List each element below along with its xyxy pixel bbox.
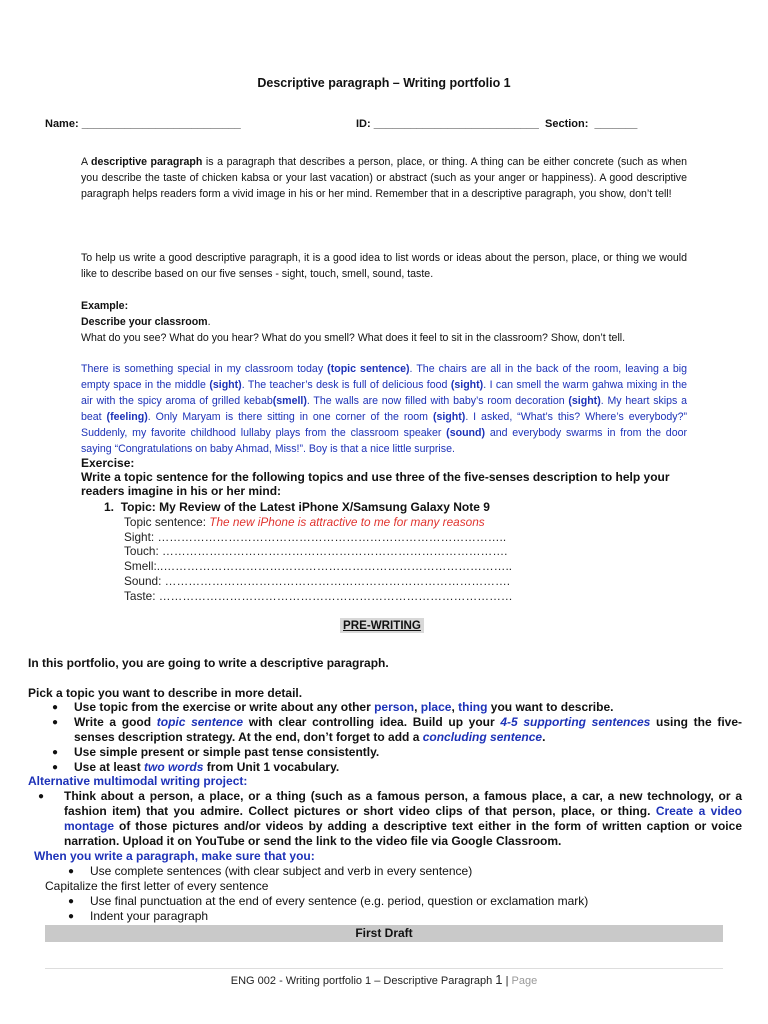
pick-topic: Pick a topic you want to describe in more detail. (28, 686, 303, 700)
sound-line: Sound: ……………………………………………………………………………. (124, 574, 511, 588)
name-field (45, 118, 241, 130)
checklist-heading: When you write a paragraph, make sure that you: (34, 849, 315, 863)
prewriting-heading: PRE-WRITING (340, 618, 424, 633)
exercise-topic: Topic: My Review of the Latest iPhone X/Samsung Galaxy Note 9 (120, 500, 490, 514)
section-label: Section: (545, 118, 589, 130)
portfolio-intro: In this portfolio, you are going to write a descriptive paragraph. (28, 656, 389, 670)
alternative-item: ● Think about a person, a place, or a thing (such as a famous person, a famous place, a car, a new technology, or a fashion item) that you admire. Collect pictures or short video clips of that person, place, or thing. Create a video montage of those pictures and/or videos by adding a descriptive text either in the form of written caption or voice narration. Upload it on YouTube or send the link to the video file via Google Classroom. (38, 789, 742, 848)
id-label: ID: (356, 118, 371, 130)
section-field (545, 118, 637, 130)
checklist-item: ● Use complete sentences (with clear subject and verb in every sentence) (68, 864, 473, 878)
id-field (356, 118, 539, 130)
touch-line: Touch: ……………………………………………………………………………. (124, 544, 508, 558)
checklist-item: Capitalize the first letter of every sentence (45, 879, 269, 893)
bullet-list (52, 700, 742, 775)
smell-line: Smell:..…………………………………………………………………………….. (124, 559, 512, 573)
footer-divider (45, 968, 723, 969)
taste-line: Taste: ……………………………………………………………………………… (124, 589, 513, 603)
document-title: Descriptive paragraph – Writing portfolio 1 (257, 76, 511, 90)
checklist-item: ● Use final punctuation at the end of every sentence (e.g. period, question or exclamation mark) (68, 894, 589, 908)
page-footer: ENG 002 - Writing portfolio 1 – Descriptive Paragraph 1 | Page (230, 972, 538, 987)
list-item: ● Use at least two words from Unit 1 vocabulary. (52, 760, 340, 774)
first-draft-heading: First Draft (45, 925, 723, 942)
example-label: Example: (81, 300, 129, 312)
name-blank: __________________________ (81, 118, 241, 130)
id-blank: ___________________________ (373, 118, 539, 130)
list-item: ● Write a good topic sentence with clear controlling idea. Build up your 4-5 supporting sentences using the five-senses description strategy. At the end, don’t forget to add a concluding sentence. (52, 715, 742, 744)
example-paragraph: There is something special in my classroom today (topic sentence). The chairs are all in the back of the room, leaving a big empty space in the middle (sight). The teacher’s desk is full of delicious food (sight). I can smell the warm gahwa mixing in the air with the spicy aroma of grilled kebab(smell). The walls are now filled with baby’s room decoration (sight). My heart skips a beat (feeling). Only Maryam is there sitting in one corner of the room (sight). I asked, “What’s this? Where’s everybody?” Suddenly, my favorite childhood lullaby plays from the classroom speaker (sound) and everybody swarms in from the door saying “Congratulations on baby Ahmad, Miss!”. Boy is that a nice little surprise. (81, 363, 688, 455)
five-senses-paragraph: To help us write a good descriptive paragraph, it is a good idea to list words or ideas about the person, place, or thing we would like to describe based on our five senses - sight, touch, smell, sound, taste. (81, 252, 687, 280)
topic-sentence-line: Topic sentence: The new iPhone is attractive to me for many reasons (124, 515, 485, 529)
exercise-instruction: Write a topic sentence for the following topics and use three of the five-senses description to help your readers imagine in his or her mind: (81, 470, 670, 498)
list-item: ● Use simple present or simple past tense consistently. (52, 745, 380, 759)
sight-line: Sight: …………………………………………………………………………….. (124, 530, 507, 544)
exercise-item-1: 1. Topic: My Review of the Latest iPhone X/Samsung Galaxy Note 9 (104, 500, 490, 514)
video-montage-link[interactable]: Create a video montage (64, 804, 742, 833)
intro-paragraph: A descriptive paragraph is a paragraph that describes a person, place, or thing. A thing can be either concrete (such as when you describe the taste of chicken kabsa or your last vacation) or abstract (such as your anger or happiness). A good descriptive paragraph helps readers form a vivid image in his or her mind. Remember that in a descriptive paragraph, you show, don’t tell! (81, 156, 687, 200)
page-label: Page (511, 975, 538, 987)
topic-sentence-answer: The new iPhone is attractive to me for many reasons (209, 515, 485, 529)
descriptive-paragraph-term: descriptive paragraph (91, 156, 203, 168)
name-label: Name: (45, 118, 79, 130)
exercise-label: Exercise: (81, 456, 135, 470)
example-prompt: Describe your classroom (81, 316, 208, 328)
alternative-heading: Alternative multimodal writing project: (28, 774, 248, 788)
list-item: ● Use topic from the exercise or write about any other person, place, thing you want to describe. (52, 700, 614, 714)
example-questions: What do you see? What do you hear? What do you smell? What does it feel to sit in the classroom? Show, don’t tell. (81, 332, 626, 344)
checklist-item: ● Indent your paragraph (68, 909, 209, 923)
example-block: Example: Describe your classroom. What do you see? What do you hear? What do you smell? What does it feel to sit in the classroom? Show, don’t tell. (81, 298, 687, 346)
section-blank: _______ (594, 118, 638, 130)
page-number: 1 (495, 972, 503, 987)
